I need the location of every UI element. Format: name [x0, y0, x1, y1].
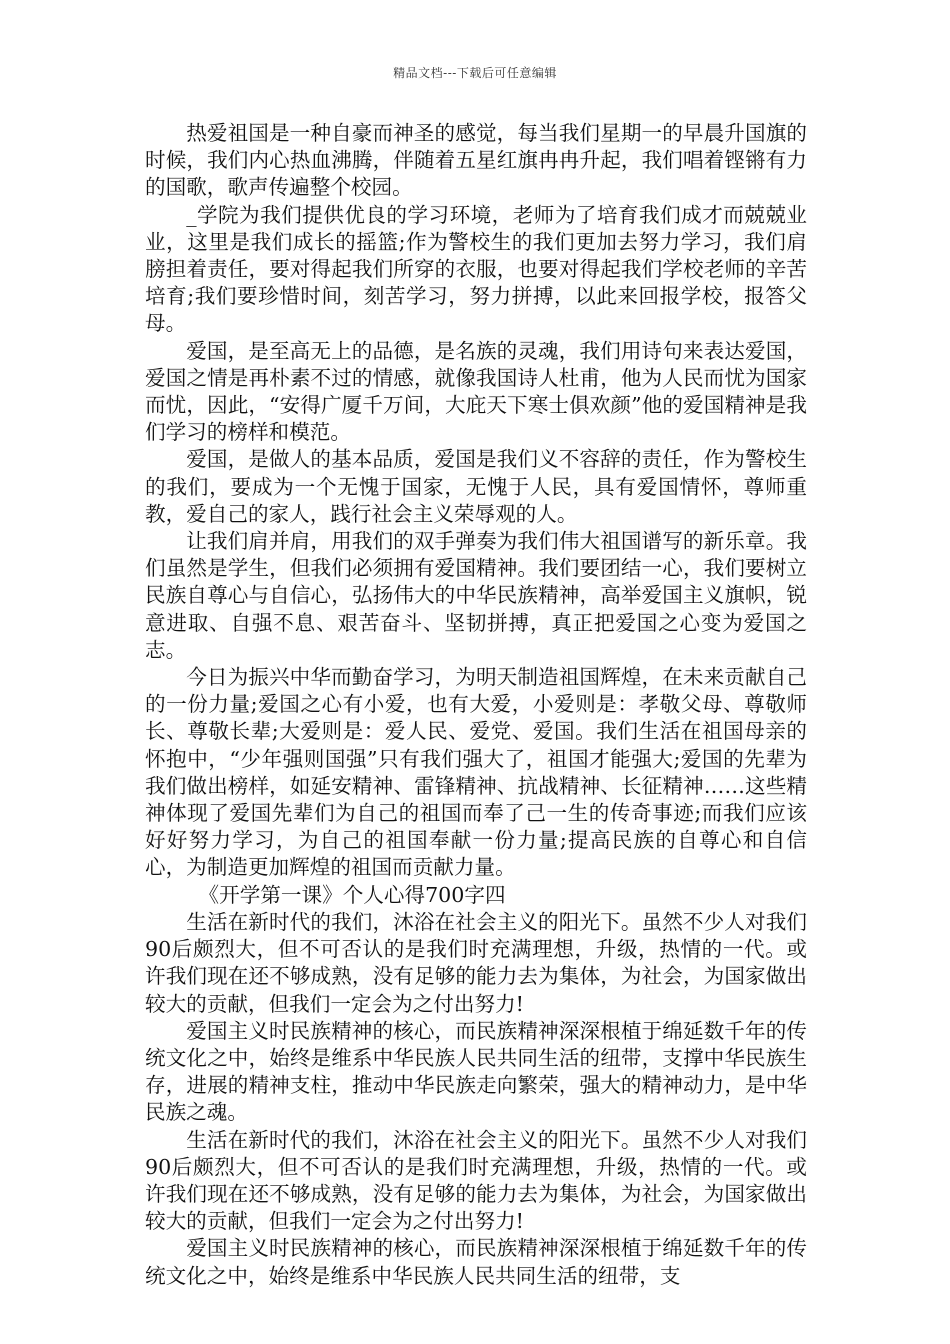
paragraph: 爱国主义时民族精神的核心，而民族精神深深根植于绵延数千年的传统文化之中，始终是维系中华民族人民共同生活的纽带，支撑中华民族生存，进展的精神支柱，推动中华民族走向繁荣，强大的精神动力，是中华民族之魂。 [145, 1018, 807, 1125]
paragraph: 爱国主义时民族精神的核心，而民族精神深深根植于绵延数千年的传统文化之中，始终是维系中华民族人民共同生活的纽带，支 [145, 1236, 807, 1288]
section-title: 《开学第一课》个人心得700字四 [198, 882, 506, 907]
page-header: 精品文档---下载后可任意编辑 [393, 66, 557, 80]
paragraph: 热爱祖国是一种自豪而神圣的感觉，每当我们星期一的早晨升国旗的时候，我们内心热血沸腾，伴随着五星红旗冉冉升起，我们唱着铿锵有力的国歌，歌声传遍整个校园。 [145, 121, 807, 200]
paragraph: 生活在新时代的我们，沐浴在社会主义的阳光下。虽然不少人对我们90后颇烈大，但不可否认的是我们时充满理想，升级，热情的一代。或许我们现在还不够成熟，没有足够的能力去为集体，为社会，为国家做出较大的贡献，但我们一定会为之付出努力! [145, 1127, 807, 1234]
document-body [145, 120, 807, 1290]
paragraph: _学院为我们提供优良的学习环境，老师为了培育我们成才而兢兢业业，这里是我们成长的摇篮;作为警校生的我们更加去努力学习，我们肩膀担着责任，要对得起我们所穿的衣服，也要对得起我们学校老师的辛苦培育;我们要珍惜时间，刻苦学习，努力拼搏，以此来回报学校，报答父母。 [145, 202, 807, 336]
paragraph: 今日为振兴中华而勤奋学习，为明天制造祖国辉煌，在未来贡献自己的一份力量;爱国之心有小爱，也有大爱，小爱则是：孝敬父母、尊敬师长、尊敬长辈;大爱则是：爱人民、爱党、爱国。我们生活在祖国母亲的怀抱中，“少年强则国强”只有我们强大了，祖国才能强大;爱国的先辈为我们做出榜样，如延安精神、雷锋精神、抗战精神、长征精神……这些精神体现了爱国先辈们为自己的祖国而奉了己一生的传奇事迹;而我们应该好好努力学习，为自己的祖国奉献一份力量;提高民族的自尊心和自信心，为制造更加辉煌的祖国而贡献力量。 [145, 665, 807, 880]
paragraph: 让我们肩并肩，用我们的双手弹奏为我们伟大祖国谱写的新乐章。我们虽然是学生，但我们必须拥有爱国精神。我们要团结一心，我们要树立民族自尊心与自信心，弘扬伟大的中华民族精神，高举爱国主义旗帜，锐意进取、自强不息、艰苦奋斗、坚韧拼搏，真正把爱国之心变为爱国之志。 [145, 529, 807, 662]
paragraph: 爱国，是至高无上的品德，是名族的灵魂，我们用诗句来表达爱国，爱国之情是再朴素不过的情感，就像我国诗人杜甫，他为人民而忧为国家而忧，因此，“安得广厦千万间，大庇天下寒士俱欢颜”他的爱国精神是我们学习的榜样和模范。 [145, 338, 807, 445]
paragraph: 爱国，是做人的基本品质，爱国是我们义不容辞的责任，作为警校生的我们，要成为一个无愧于国家，无愧于人民，具有爱国情怀，尊师重教，爱自己的家人，践行社会主义荣辱观的人。 [145, 447, 807, 526]
paragraph: 生活在新时代的我们，沐浴在社会主义的阳光下。虽然不少人对我们90后颇烈大，但不可否认的是我们时充满理想，升级，热情的一代。或许我们现在还不够成熟，没有足够的能力去为集体，为社会，为国家做出较大的贡献，但我们一定会为之付出努力! [145, 909, 807, 1016]
